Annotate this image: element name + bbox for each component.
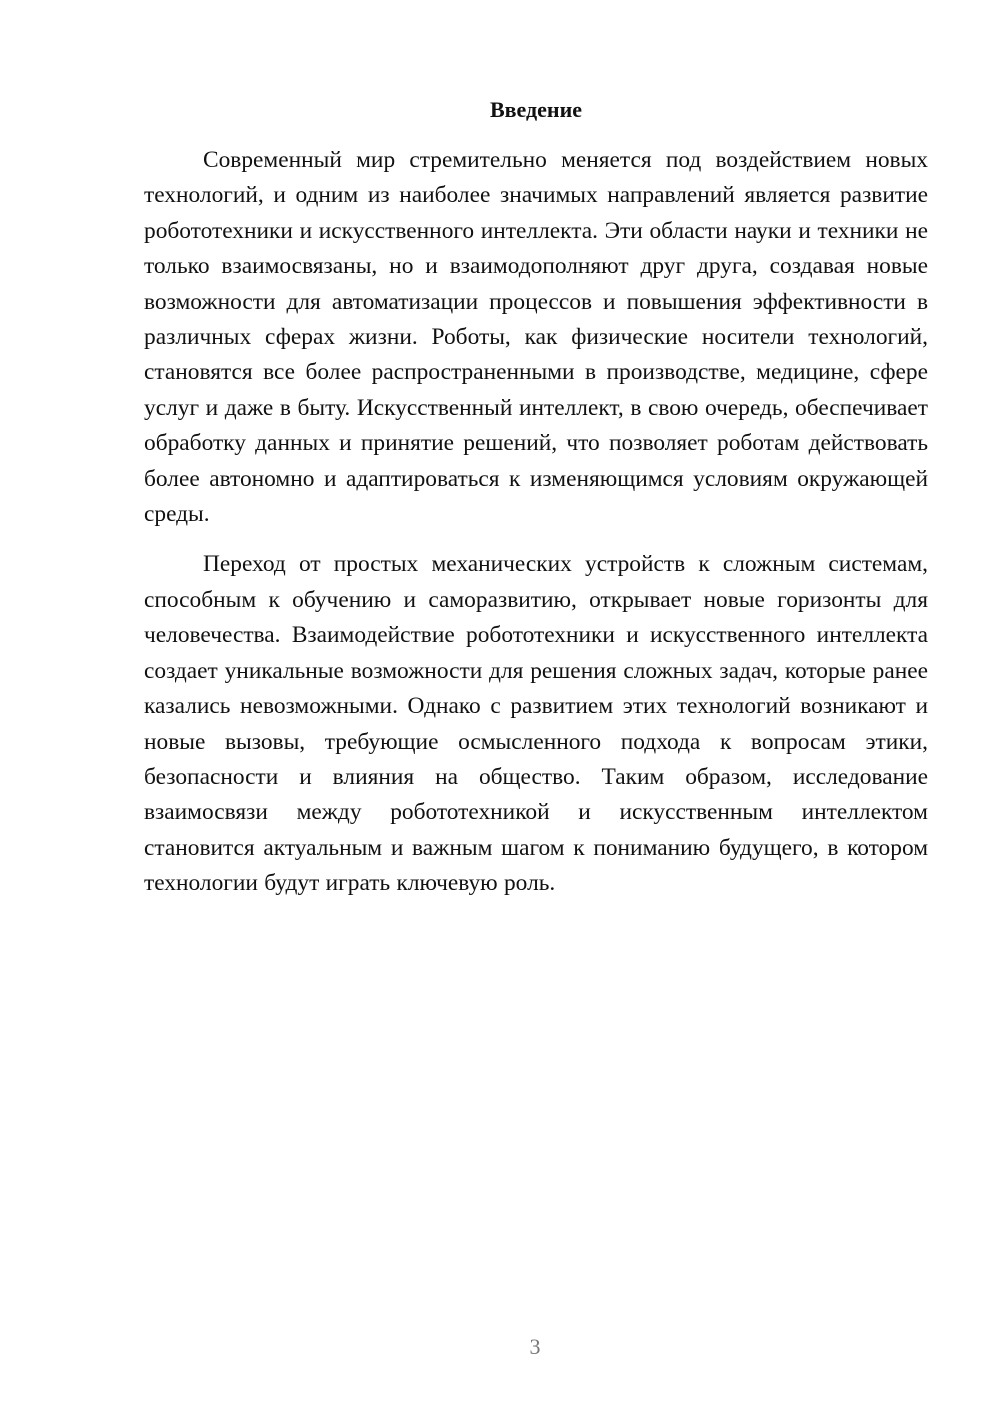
paragraph-2: Переход от простых механических устройств к сложным системам, способным к обучению и саморазвитию, открывает новые горизонты для человечества. Взаимодействие робототехники и искусственного интеллекта создает уникальные возможности для решения сложных задач, которые ранее казались невозможными. Однако с развитием этих технологий возникают и новые вызовы, требующие осмысленного подхода к вопросам этики, безопасности и влияния на общество. Таким образом, исследование взаимосвязи между робототехникой и искусственным интеллектом становится актуальным и важным шагом к пониманию будущего, в котором технологии будут играть ключевую роль. [144,551,928,897]
section-heading: Введение [489,97,583,122]
paragraph-1: Современный мир стремительно меняется под воздействием новых технологий, и одним из наиболее значимых направлений является развитие робототехники и искусственного интеллекта. Эти области науки и техники не только взаимосвязаны, но и взаимодополняют друг друга, создавая новые возможности для автоматизации процессов и повышения эффективности в различных сферах жизни. Роботы, как физические носители технологий, становятся все более распространенными в производстве, медицине, сфере услуг и даже в быту. Искусственный интеллект, в свою очередь, обеспечивает обработку данных и принятие решений, что позволяет роботам действовать более автономно и адаптироваться к изменяющимся условиям окружающей среды. [144,147,928,528]
page-content [144,92,928,902]
page-number: 3 [529,1334,541,1359]
